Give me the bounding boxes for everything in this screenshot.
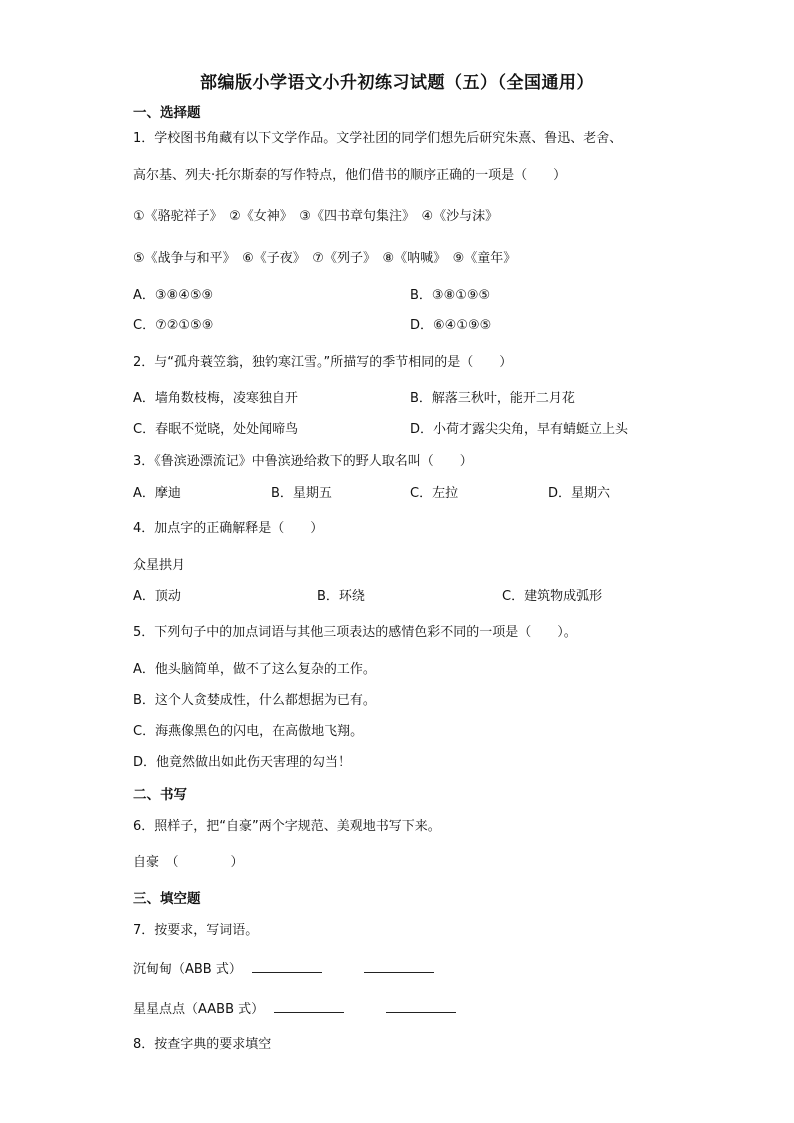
page-title: 部编版小学语文小升初练习试题（五）（全国通用）	[200, 73, 594, 93]
q3-option-c: C．左拉	[410, 486, 459, 501]
section-heading-writing: 二、书写	[133, 787, 187, 803]
q1-option-b: B．③⑧①⑨⑤	[410, 288, 491, 303]
q7-item1	[133, 960, 434, 979]
q1-works-line1: ①《骆驼祥子》 ②《女神》 ③《四书章句集注》 ④《沙与沫》	[133, 209, 499, 224]
q1-option-a: A．③⑧④⑤⑨	[133, 288, 214, 303]
q2-option-a: A．墙角数枝梅，凌寒独自开	[133, 391, 298, 406]
q7-stem: 7．按要求，写词语。	[133, 923, 259, 938]
q1-option-d: D．⑥④①⑨⑤	[410, 318, 492, 333]
q1-works-line2: ⑤《战争与和平》 ⑥《子夜》 ⑦《列子》 ⑧《呐喊》 ⑨《童年》	[133, 251, 517, 266]
q5-option-a: A．他头脑简单，做不了这么复杂的工作。	[133, 662, 376, 677]
q4-option-a: A．顶动	[133, 589, 181, 604]
q7-item2	[133, 1000, 456, 1019]
q8-stem: 8．按查字典的要求填空	[133, 1037, 272, 1052]
q3-stem: 3．《鲁滨逊漂流记》中鲁滨逊给救下的野人取名叫（ ）	[133, 454, 473, 469]
q6-answer-line: 自豪 （ ）	[133, 855, 244, 870]
q1-stem-line1: 1．学校图书角藏有以下文学作品。文学社团的同学们想先后研究朱熹、鲁迅、老舍、	[133, 131, 623, 146]
q5-option-d: D．他竟然做出如此伤天害理的勾当！	[133, 755, 352, 770]
q4-option-b: B．环绕	[317, 589, 365, 604]
q5-option-b: B．这个人贪婪成性，什么都想据为已有。	[133, 693, 376, 708]
q5-stem: 5．下列句子中的加点词语与其他三项表达的感情色彩不同的一项是（ ）。	[133, 625, 577, 640]
q7-item1-blank-2[interactable]	[364, 960, 434, 973]
section-heading-fill: 三、填空题	[133, 891, 201, 907]
q6-stem: 6．照样子，把“自豪”两个字规范、美观地书写下来。	[133, 819, 441, 834]
section-heading-choice: 一、选择题	[133, 105, 201, 121]
q5-option-c: C．海燕像黑色的闪电，在高傲地飞翔。	[133, 724, 364, 739]
q3-option-d: D．星期六	[548, 486, 611, 501]
q7-item2-label: 星星点点（AABB 式）	[133, 1002, 265, 1017]
q4-stem: 4．加点字的正确解释是（ ）	[133, 521, 324, 536]
q2-option-b: B．解落三秋叶，能开二月花	[410, 391, 575, 406]
q7-item2-blank-2[interactable]	[386, 1000, 456, 1013]
q4-phrase: 众星拱月	[133, 558, 186, 573]
q3-option-b: B．星期五	[271, 486, 332, 501]
q7-item1-blank-1[interactable]	[252, 960, 322, 973]
q4-option-c: C．建筑物成弧形	[502, 589, 603, 604]
q2-option-d: D．小荷才露尖尖角，早有蜻蜓立上头	[410, 422, 629, 437]
q1-option-c: C．⑦②①⑤⑨	[133, 318, 214, 333]
q1-stem-line2: 高尔基、列夫·托尔斯泰的写作特点，他们借书的顺序正确的一项是（ ）	[133, 168, 567, 183]
q2-option-c: C．春眠不觉晓，处处闻啼鸟	[133, 422, 299, 437]
q2-stem: 2．与“孤舟蓑笠翁，独钓寒江雪。”所描写的季节相同的是（ ）	[133, 355, 513, 370]
q7-item2-blank-1[interactable]	[274, 1000, 344, 1013]
q3-option-a: A．摩迪	[133, 486, 181, 501]
q7-item1-label: 沉甸甸（ABB 式）	[133, 962, 242, 977]
